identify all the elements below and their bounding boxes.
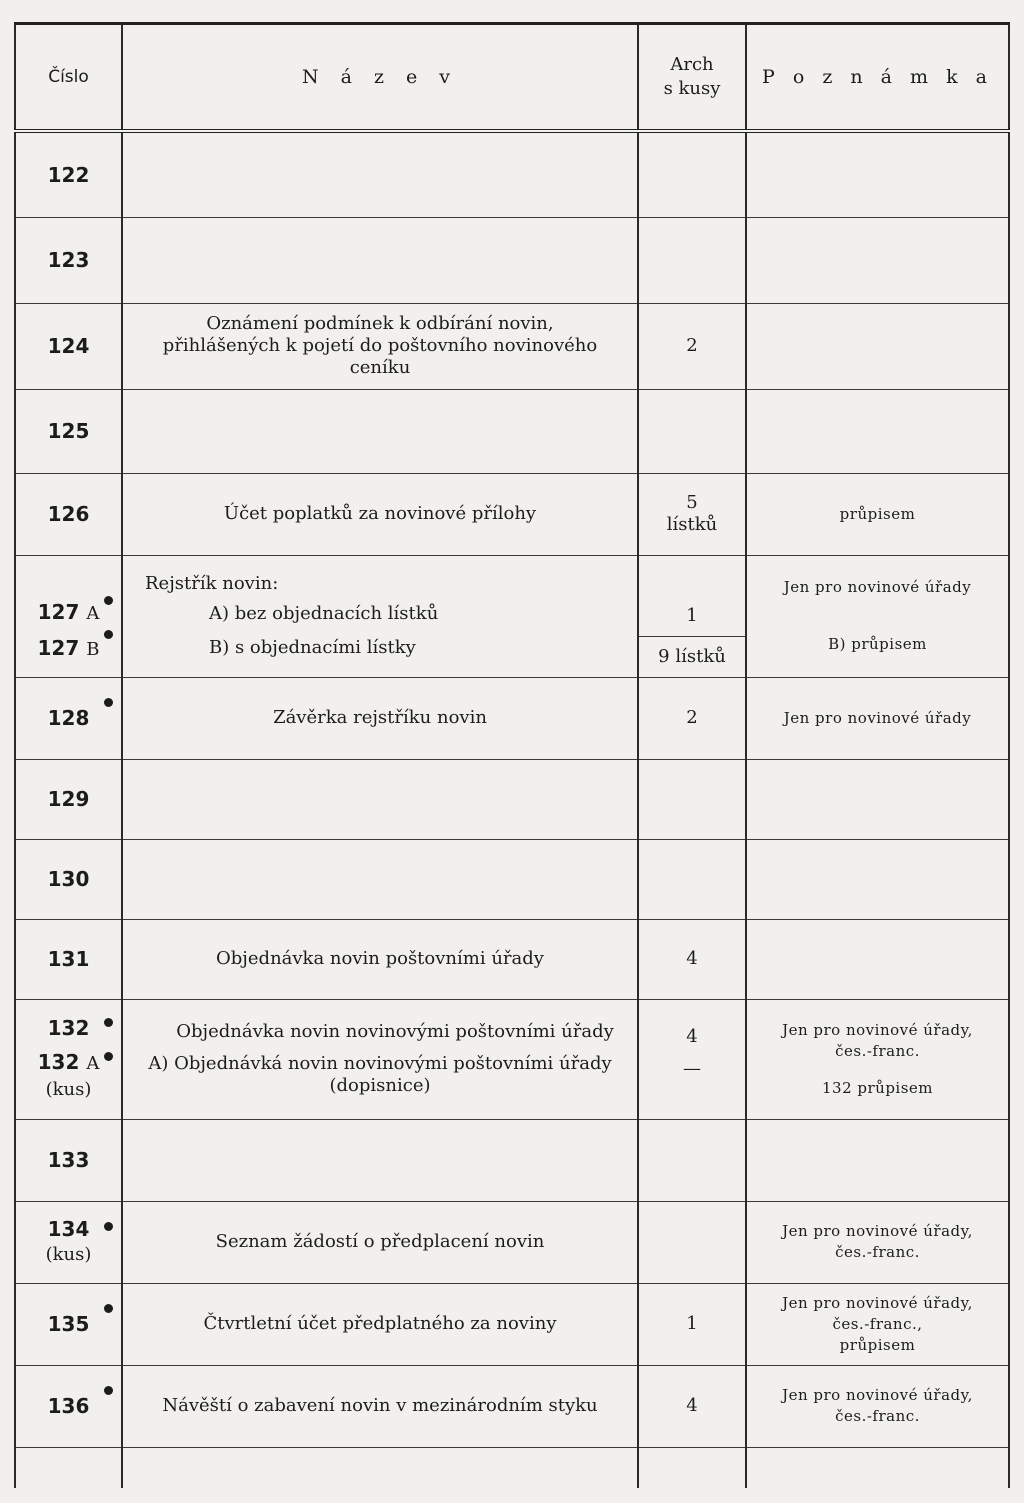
row-arch-a: 4 (686, 1025, 698, 1047)
row-number-kus: (kus) (45, 1244, 92, 1265)
row-note-line: průpisem (839, 1335, 916, 1354)
row-number-kus: (kus) (45, 1079, 92, 1100)
row-note (746, 131, 1009, 217)
row-name-a: Objednávka novin novinovými poštovními úřady (176, 1021, 614, 1042)
header-row (15, 24, 1009, 132)
row-arch (638, 759, 746, 839)
row-name-title: Rejstřík novin: (145, 573, 279, 594)
row-number: 126 (15, 473, 122, 555)
row-note (746, 999, 1009, 1119)
table-row (15, 555, 1009, 677)
row-number: 130 (15, 839, 122, 919)
stub-cell (15, 1447, 122, 1488)
header-arch (638, 24, 746, 132)
row-number (15, 999, 122, 1119)
row-note: Jen pro novinové úřady (746, 677, 1009, 759)
table-row (15, 1119, 1009, 1201)
row-name-line: přihlášených k pojetí do poštovního novinového (162, 335, 598, 356)
row-note-line: čes.-franc., (832, 1314, 923, 1333)
row-arch: 2 (638, 677, 746, 759)
row-arch (638, 473, 746, 555)
row-note (746, 1283, 1009, 1365)
header-name: N á z e v (122, 24, 638, 132)
row-name: Objednávka novin poštovními úřady (122, 919, 638, 999)
row-number (15, 555, 122, 677)
row-name (122, 1119, 638, 1201)
row-name-a: A) bez objednacích lístků (209, 603, 439, 624)
row-arch-line: lístků (666, 514, 718, 535)
forms-table (14, 22, 1010, 1488)
dot-marker (104, 630, 113, 639)
row-arch (638, 1119, 746, 1201)
row-name-line: Oznámení podmínek k odbírání novin, (206, 313, 554, 334)
row-note (746, 555, 1009, 677)
dot-marker (104, 596, 113, 605)
header-arch-line1: Arch (670, 54, 714, 75)
row-number: 122 (15, 131, 122, 217)
row-arch (638, 131, 746, 217)
header-arch-line2: s kusy (663, 78, 721, 99)
row-number-a: 132 (47, 1016, 90, 1040)
header-number: Číslo (15, 24, 122, 132)
stub-cell (122, 1447, 638, 1488)
row-name (122, 759, 638, 839)
table-row (15, 1283, 1009, 1365)
table-row (15, 217, 1009, 303)
row-arch-line: 5 (686, 492, 698, 513)
row-number: 136 (15, 1365, 122, 1447)
row-name-b: A) Objednávká novin novinovými poštovními úřady (148, 1053, 612, 1074)
row-number-a: 127 A (37, 599, 100, 624)
row-name (122, 389, 638, 473)
row-name (122, 131, 638, 217)
row-note: průpisem (746, 473, 1009, 555)
stub-cell (746, 1447, 1009, 1488)
row-arch-a: 1 (686, 604, 698, 626)
form-register-page (14, 22, 1008, 1482)
row-arch: 1 (638, 1283, 746, 1365)
row-arch-b: 9 lístků (639, 636, 745, 677)
header-note: P o z n á m k a (746, 24, 1009, 132)
row-arch: 4 (638, 919, 746, 999)
row-note (746, 759, 1009, 839)
dot-marker (104, 1386, 113, 1395)
row-note (746, 839, 1009, 919)
table-row (15, 1365, 1009, 1447)
row-note (746, 1119, 1009, 1201)
row-number: 131 (15, 919, 122, 999)
dot-marker (104, 1222, 113, 1231)
row-name (122, 555, 638, 677)
row-number-b: 132 A (37, 1050, 100, 1074)
row-number: 128 (15, 677, 122, 759)
row-name (122, 217, 638, 303)
row-note (746, 919, 1009, 999)
row-name-c: (dopisnice) (329, 1075, 431, 1096)
row-name: Čtvrtletní účet předplatného za noviny (122, 1283, 638, 1365)
row-note (746, 217, 1009, 303)
row-arch (638, 999, 746, 1119)
table-row (15, 919, 1009, 999)
row-name-line: ceníku (349, 357, 411, 378)
row-arch-b: — (683, 1057, 701, 1079)
row-number: 134 (kus) (15, 1201, 122, 1283)
table-row (15, 303, 1009, 389)
row-name: Návěští o zabavení novin v mezinárodním styku (122, 1365, 638, 1447)
row-name (122, 839, 638, 919)
row-name (122, 999, 638, 1119)
row-number: 125 (15, 389, 122, 473)
row-name: Účet poplatků za novinové přílohy (122, 473, 638, 555)
table-row (15, 131, 1009, 217)
row-name-b: B) s objednacími lístky (209, 637, 416, 658)
row-name: Seznam žádostí o předplacení novin (122, 1201, 638, 1283)
table-row (15, 999, 1009, 1119)
dot-marker (104, 1052, 113, 1061)
row-arch (638, 389, 746, 473)
row-number: 135 (15, 1283, 122, 1365)
row-number: 123 (15, 217, 122, 303)
row-arch: 4 (638, 1365, 746, 1447)
row-note-line: čes.-franc. (835, 1243, 920, 1261)
stub-cell (638, 1447, 746, 1488)
dot-marker (104, 1018, 113, 1027)
row-note-line: čes.-franc. (835, 1041, 920, 1060)
row-note (746, 1365, 1009, 1447)
dot-marker (104, 1304, 113, 1313)
row-number: 124 (15, 303, 122, 389)
row-note-line: 132 průpisem (821, 1078, 934, 1097)
row-note-line: Jen pro novinové úřady, (782, 1222, 973, 1240)
row-name: Závěrka rejstříku novin (122, 677, 638, 759)
row-arch (638, 839, 746, 919)
row-note (746, 303, 1009, 389)
row-name (122, 303, 638, 389)
row-note-line: Jen pro novinové úřady, (782, 1386, 973, 1404)
row-number: 133 (15, 1119, 122, 1201)
table-row-stub (15, 1447, 1009, 1488)
table-row (15, 839, 1009, 919)
row-arch (638, 555, 746, 677)
row-note-line: čes.-franc. (835, 1407, 920, 1425)
row-note (746, 1201, 1009, 1283)
row-number: 129 (15, 759, 122, 839)
table-row (15, 473, 1009, 555)
row-note (746, 389, 1009, 473)
row-arch (638, 1201, 746, 1283)
row-note-a: Jen pro novinové úřady (783, 578, 972, 596)
row-note-b: B) průpisem (828, 635, 927, 653)
row-note-line: Jen pro novinové úřady, (782, 1020, 973, 1039)
row-arch: 2 (638, 303, 746, 389)
row-number-b: 127 B (37, 635, 100, 660)
row-arch (638, 217, 746, 303)
table-row (15, 677, 1009, 759)
dot-marker (104, 698, 113, 707)
table-row (15, 1201, 1009, 1283)
table-row (15, 759, 1009, 839)
table-row (15, 389, 1009, 473)
row-note-line: Jen pro novinové úřady, (782, 1293, 973, 1312)
